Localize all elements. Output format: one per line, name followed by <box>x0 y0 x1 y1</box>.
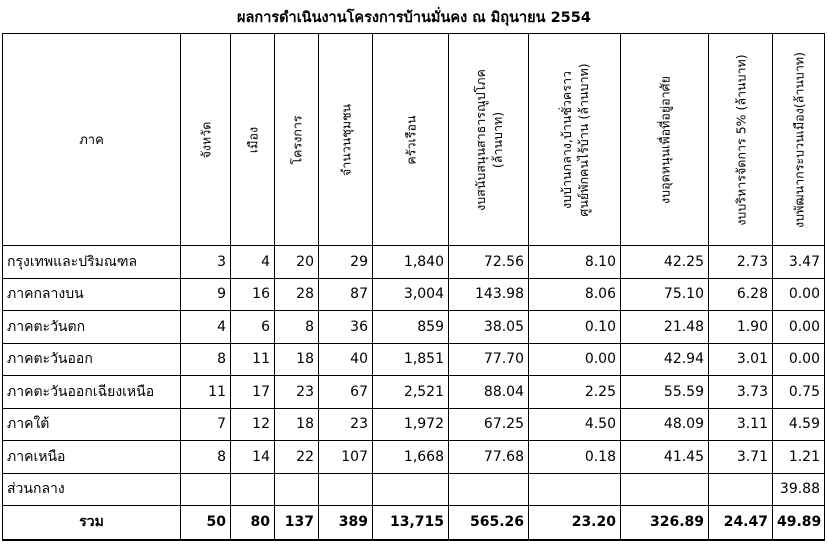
projects-cell: 20 <box>275 246 319 279</box>
infra-cell: 77.70 <box>449 343 529 376</box>
provinces-cell: 11 <box>181 376 231 409</box>
admin-cell: 3.01 <box>709 343 773 376</box>
cities-cell: 6 <box>231 311 275 344</box>
central-row <box>3 473 825 506</box>
admin-cell: 6.28 <box>709 278 773 311</box>
provinces-cell: 8 <box>181 343 231 376</box>
region-cell: ส่วนกลาง <box>3 473 181 506</box>
admin-cell: 3.11 <box>709 408 773 441</box>
city-cell: 3.47 <box>773 246 825 279</box>
region-cell: ภาคเหนือ <box>3 441 181 474</box>
provinces-total: 50 <box>181 506 231 540</box>
projects-total: 137 <box>275 506 319 540</box>
city-cell: 0.00 <box>773 311 825 344</box>
communities-total: 389 <box>319 506 373 540</box>
performance-table <box>2 33 825 541</box>
region-cell: ภาคตะวันออก <box>3 343 181 376</box>
housing-cell: 41.45 <box>621 441 709 474</box>
infra-cell: 77.68 <box>449 441 529 474</box>
communities-cell: 23 <box>319 408 373 441</box>
admin-cell: 3.73 <box>709 376 773 409</box>
households-cell: 3,004 <box>373 278 449 311</box>
households-cell: 1,668 <box>373 441 449 474</box>
table-row <box>3 278 825 311</box>
header-provinces: จังหวัด <box>181 34 231 246</box>
communities-cell: 107 <box>319 441 373 474</box>
housing-cell: 55.59 <box>621 376 709 409</box>
total-row <box>3 506 825 540</box>
admin-cell: 3.71 <box>709 441 773 474</box>
projects-cell: 28 <box>275 278 319 311</box>
region-cell: ภาคตะวันออกเฉียงเหนือ <box>3 376 181 409</box>
center-cell: 4.50 <box>529 408 621 441</box>
table-row <box>3 441 825 474</box>
cities-cell: 12 <box>231 408 275 441</box>
admin-cell: 1.90 <box>709 311 773 344</box>
header-projects: โครงการ <box>275 34 319 246</box>
center-cell: 0.10 <box>529 311 621 344</box>
projects-cell: 8 <box>275 311 319 344</box>
communities-cell: 29 <box>319 246 373 279</box>
header-region: ภาค <box>3 34 181 246</box>
infra-cell: 88.04 <box>449 376 529 409</box>
households-cell: 1,972 <box>373 408 449 441</box>
region-cell: ภาคตะวันตก <box>3 311 181 344</box>
cities-cell: 11 <box>231 343 275 376</box>
households-cell: 1,840 <box>373 246 449 279</box>
housing-total: 326.89 <box>621 506 709 540</box>
provinces-cell: 3 <box>181 246 231 279</box>
total-label: รวม <box>3 506 181 540</box>
cities-cell: 4 <box>231 246 275 279</box>
housing-cell: 42.94 <box>621 343 709 376</box>
city-cell: 39.88 <box>773 473 825 506</box>
center-cell: 0.18 <box>529 441 621 474</box>
header-infra-budget: งบสนับสนุนสาธารณูปโภค (ล้านบาท) <box>449 34 529 246</box>
header-housing-loan: งบอุดหนุนเพื่อที่อยู่อาศัย <box>621 34 709 246</box>
city-cell: 0.00 <box>773 343 825 376</box>
projects-cell: 18 <box>275 343 319 376</box>
projects-cell: 23 <box>275 376 319 409</box>
provinces-cell: 8 <box>181 441 231 474</box>
center-total: 23.20 <box>529 506 621 540</box>
infra-cell: 72.56 <box>449 246 529 279</box>
region-cell: ภาคกลางบน <box>3 278 181 311</box>
city-cell: 4.59 <box>773 408 825 441</box>
header-communities: จำนวนชุมชน <box>319 34 373 246</box>
header-city-dev: งบพัฒนากระบวนเมือง(ล้านบาท) <box>773 34 825 246</box>
infra-total: 565.26 <box>449 506 529 540</box>
table-row <box>3 246 825 279</box>
infra-cell: 143.98 <box>449 278 529 311</box>
projects-cell: 18 <box>275 408 319 441</box>
center-cell: 0.00 <box>529 343 621 376</box>
infra-cell: 67.25 <box>449 408 529 441</box>
cities-cell: 16 <box>231 278 275 311</box>
households-cell: 1,851 <box>373 343 449 376</box>
provinces-cell: 7 <box>181 408 231 441</box>
cities-cell: 17 <box>231 376 275 409</box>
table-title: ผลการดำเนินงานโครงการบ้านมั่นคง ณ มิถุนายน 2554 <box>237 10 591 26</box>
header-households: ครัวเรือน <box>373 34 449 246</box>
admin-total: 24.47 <box>709 506 773 540</box>
center-cell: 8.06 <box>529 278 621 311</box>
communities-cell: 87 <box>319 278 373 311</box>
table-row <box>3 408 825 441</box>
header-center-budget: งบบ้านกลาง,บ้านชั่วคราว ศูนย์พักคนไร้บ้าน (ล้านบาท) <box>529 34 621 246</box>
admin-cell: 2.73 <box>709 246 773 279</box>
header-admin-budget: งบบริหารจัดการ 5% (ล้านบาท) <box>709 34 773 246</box>
region-cell: กรุงเทพและปริมณฑล <box>3 246 181 279</box>
center-cell: 2.25 <box>529 376 621 409</box>
communities-cell: 67 <box>319 376 373 409</box>
households-total: 13,715 <box>373 506 449 540</box>
households-cell: 2,521 <box>373 376 449 409</box>
city-cell: 1.21 <box>773 441 825 474</box>
table-row <box>3 343 825 376</box>
provinces-cell: 4 <box>181 311 231 344</box>
city-cell: 0.00 <box>773 278 825 311</box>
communities-cell: 40 <box>319 343 373 376</box>
projects-cell: 22 <box>275 441 319 474</box>
table-row <box>3 311 825 344</box>
header-row <box>3 34 825 246</box>
infra-cell: 38.05 <box>449 311 529 344</box>
cities-total: 80 <box>231 506 275 540</box>
cities-cell: 14 <box>231 441 275 474</box>
region-cell: ภาคใต้ <box>3 408 181 441</box>
city-total: 49.89 <box>773 506 825 540</box>
households-cell: 859 <box>373 311 449 344</box>
center-cell: 8.10 <box>529 246 621 279</box>
city-cell: 0.75 <box>773 376 825 409</box>
housing-cell: 48.09 <box>621 408 709 441</box>
housing-cell: 42.25 <box>621 246 709 279</box>
housing-cell: 21.48 <box>621 311 709 344</box>
communities-cell: 36 <box>319 311 373 344</box>
provinces-cell: 9 <box>181 278 231 311</box>
housing-cell: 75.10 <box>621 278 709 311</box>
table-row <box>3 376 825 409</box>
header-cities: เมือง <box>231 34 275 246</box>
